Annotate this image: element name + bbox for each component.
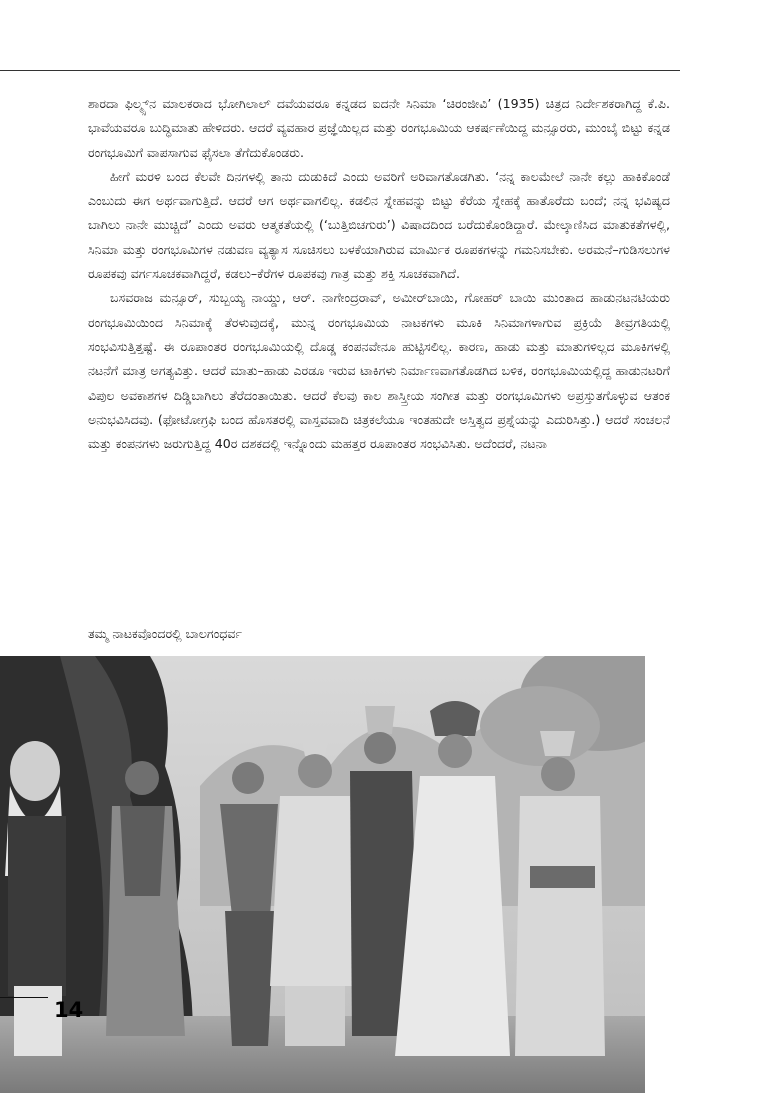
article-body [88, 92, 670, 456]
paragraph-1: ಶಾರದಾ ಫಿಲ್ಮ್ಸ್‌ನ ಮಾಲಕರಾದ ಭೋಗಿಲಾಲ್ ದವೆಯವರೂ ಕನ್ನಡದ ಐದನೇ ಸಿನಿಮಾ ‘ಚಿರಂಜೀವಿ’ (1935) ಚಿತ್ರದ ನಿರ್ದೇಶಕರಾಗಿದ್ದ ಕೆ.ಪಿ. ಭಾವೆಯವರೂ ಬುದ್ಧಿಮಾತು ಹೇಳಿದರು. ಆದರೆ ವ್ಯವಹಾರ ಪ್ರಜ್ಞೆಯಿಲ್ಲದ ಮತ್ತು ರಂಗಭೂಮಿಯ ಆಕರ್ಷಣೆಯಿದ್ದ ಮನ್ಸೂರರು, ಮುಂಬೈ ಬಿಟ್ಟು ಕನ್ನಡ ರಂಗಭೂಮಿಗೆ ವಾಪಸಾಗುವ ಫೈಸಲಾ ತೆಗೆದುಕೊಂಡರು. [88, 96, 670, 160]
page-number-rule [0, 997, 48, 998]
paragraph-3: ಬಸವರಾಜ ಮನ್ಸೂರ್, ಸುಬ್ಬಯ್ಯ ನಾಯ್ಡು, ಆರ್. ನಾಗೇಂದ್ರರಾವ್, ಅಮೀರ್‌ಬಾಯಿ, ಗೋಹರ್ ಬಾಯಿ ಮುಂತಾದ ಹಾಡುನಟನಟಿಯರು ರಂಗಭೂಮಿಯಿಂದ ಸಿನಿಮಾಕ್ಕೆ ತೆರಳುವುದಕ್ಕೆ, ಮುನ್ನ ರಂಗಭೂಮಿಯ ನಾಟಕಗಳು ಮೂಕಿ ಸಿನಿಮಾಗಳಾಗುವ ಪ್ರಕ್ರಿಯೆ ತೀವ್ರಗತಿಯಲ್ಲಿ ಸಂಭವಿಸುತ್ತಿತ್ತಷ್ಟೆ. ಈ ರೂಪಾಂತರ ರಂಗಭೂಮಿಯಲ್ಲಿ ದೊಡ್ಡ ಕಂಪನವೇನೂ ಹುಟ್ಟಿಸಲಿಲ್ಲ. ಕಾರಣ, ಹಾಡು ಮತ್ತು ಮಾತುಗಳಿಲ್ಲದ ಮೂಕಿಗಳಲ್ಲಿ ನಟನೆಗೆ ಮಾತ್ರ ಅಗತ್ಯವಿತ್ತು. ಆದರೆ ಮಾತು–ಹಾಡು ಎರಡೂ ಇರುವ ಟಾಕಿಗಳು ನಿರ್ಮಾಣವಾಗತೊಡಗಿದ ಬಳಿಕ, ರಂಗಭೂಮಿಯಲ್ಲಿದ್ದ ಹಾಡುನಟರಿಗೆ ವಿಪುಲ ಅವಕಾಶಗಳ ದಿಡ್ಡಿಬಾಗಿಲು ತೆರೆದಂತಾಯಿತು. ಆದರೆ ಕೆಲವು ಕಾಲ ಶಾಸ್ತ್ರೀಯ ಸಂಗೀತ ಮತ್ತು ರಂಗಭೂಮಿಗಳು ಅಪ್ರಸ್ತುತಗೊಳ್ಳುವ ಆತಂಕ ಅನುಭವಿಸಿದವು. (ಫೋಟೋಗ್ರಫಿ ಬಂದ ಹೊಸತರಲ್ಲಿ ವಾಸ್ತವವಾದಿ ಚಿತ್ರಕಲೆಯೂ ಇಂತಹುದೇ ಅಸ್ತಿತ್ವದ ಪ್ರಶ್ನೆಯನ್ನು ಎದುರಿಸಿತ್ತು.) ಆದರೆ ಸಂಚಲನೆ ಮತ್ತು ಕಂಪನಗಳು ಜರುಗುತ್ತಿದ್ದ 40ರ ದಶಕದಲ್ಲಿ ಇನ್ನೊಂದು ಮಹತ್ತರ ರೂಪಾಂತರ ಸಂಭವಿಸಿತು. ಅದೆಂದರೆ, ನಟನಾ [88, 290, 670, 452]
paragraph-2: ಹೀಗೆ ಮರಳಿ ಬಂದ ಕೆಲವೇ ದಿನಗಳಲ್ಲಿ ತಾನು ದುಡುಕಿದೆ ಎಂದು ಅವರಿಗೆ ಅರಿವಾಗತೊಡಗಿತು. ‘ನನ್ನ ಕಾಲಮೇಲೆ ನಾನೇ ಕಲ್ಲು ಹಾಕಿಕೊಂಡೆ ಎಂಬುದು ಈಗ ಅರ್ಥವಾಗುತ್ತಿದೆ. ಆದರೆ ಆಗ ಅರ್ಥವಾಗಲಿಲ್ಲ. ಕಡಲಿನ ಸ್ನೇಹವನ್ನು ಬಿಟ್ಟು ಕೆರೆಯ ಸ್ನೇಹಕ್ಕೆ ಹಾತೊರೆದು ಬಂದೆ; ನನ್ನ ಭವಿಷ್ಯದ ಬಾಗಿಲು ನಾನೇ ಮುಚ್ಚಿದೆ’ ಎಂದು ಅವರು ಆತ್ಮಕತೆಯಲ್ಲಿ (‘ಬುತ್ತಿಬಿಚಗುರು’) ವಿಷಾದದಿಂದ ಬರೆದುಕೊಂಡಿದ್ದಾರೆ. ಮೇಲ್ಕಾಣಿಸಿದ ಮಾತುಕತೆಗಳಲ್ಲಿ, ಸಿನಿಮಾ ಮತ್ತು ರಂಗಭೂಮಿಗಳ ನಡುವಣ ವ್ಯತ್ಯಾಸ ಸೂಚಿಸಲು ಬಳಕೆಯಾಗಿರುವ ಮಾರ್ಮಿಕ ರೂಪಕಗಳನ್ನು ಗಮನಿಸಬೇಕು. ಅರಮನೆ–ಗುಡಿಸಲುಗಳ ರೂಪಕವು ವರ್ಗಸೂಚಕವಾಗಿದ್ದರೆ, ಕಡಲು–ಕೆರೆಗಳ ರೂಪಕವು ಗಾತ್ರ ಮತ್ತು ಶಕ್ತಿ ಸೂಚಕವಾಗಿದೆ. [88, 168, 670, 282]
top-rule [0, 70, 680, 71]
page-number: 14 [54, 998, 84, 1022]
figure-caption: ತಮ್ಮ ನಾಟಕವೊಂದರಲ್ಲಿ ಬಾಲಗಂಧರ್ವ [88, 626, 243, 641]
theatre-photograph [0, 656, 645, 1093]
